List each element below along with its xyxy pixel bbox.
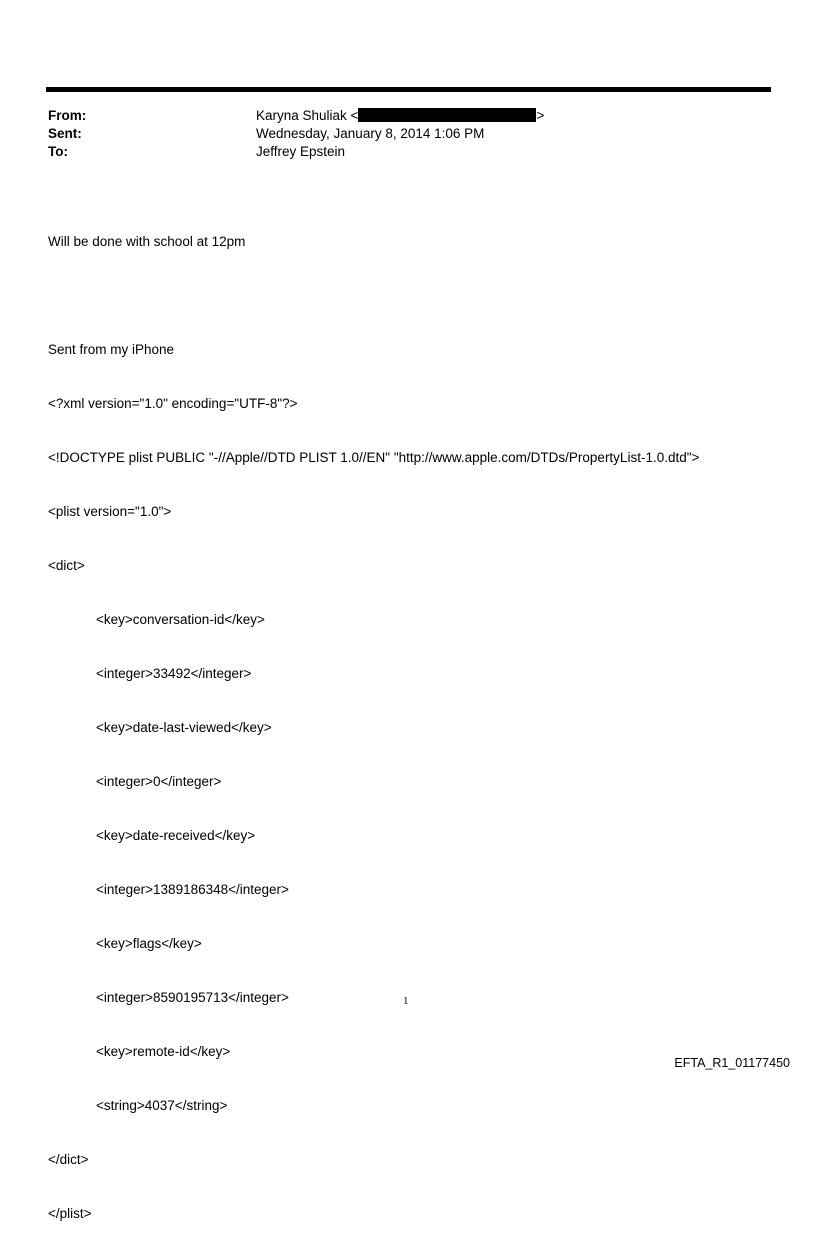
redaction-box [358,108,536,122]
dict-line: <integer>33492</integer> [96,666,252,681]
from-row [48,107,544,125]
from-value [256,107,544,125]
dict-line: <key>remote-id</key> [96,1044,231,1059]
dict-line: <key>flags</key> [96,936,202,951]
dict-line: <string>4037</string> [96,1098,228,1113]
dict-open: <dict> [48,558,85,573]
bates-number: EFTA_R1_01177450 [674,1056,790,1070]
doctype-line: <!DOCTYPE plist PUBLIC "-//Apple//DTD PLIST 1.0//EN" "http://www.apple.com/DTDs/PropertyList-1.0.dtd"> [48,450,700,465]
email-header [48,107,544,161]
dict-line: <key>conversation-id</key> [96,612,265,627]
xml-declaration: <?xml version="1.0" encoding="UTF-8"?> [48,396,298,411]
to-label: To: [48,144,68,159]
dict-line: <integer>8590195713</integer> [96,990,289,1005]
page-number: 1 [403,995,409,1007]
sent-value: Wednesday, January 8, 2014 1:06 PM [256,126,485,141]
to-row [48,143,544,161]
dict-close: </dict> [48,1152,89,1167]
to-value: Jeffrey Epstein [256,144,346,159]
dict-line: <integer>0</integer> [96,774,222,789]
sent-label: Sent: [48,126,82,141]
plist-open: <plist version="1.0"> [48,504,172,519]
signature-line: Sent from my iPhone [48,342,175,357]
plist-close: </plist> [48,1206,92,1221]
from-name: Karyna Shuliak < [256,108,359,123]
dict-line: <integer>1389186348</integer> [96,882,289,897]
from-label: From: [48,108,87,123]
from-close: > [536,108,545,123]
sent-row [48,125,544,143]
email-body [48,197,699,1241]
message-line: Will be done with school at 12pm [48,234,246,249]
header-rule [46,87,771,92]
dict-line: <key>date-received</key> [96,828,256,843]
dict-line: <key>date-last-viewed</key> [96,720,272,735]
